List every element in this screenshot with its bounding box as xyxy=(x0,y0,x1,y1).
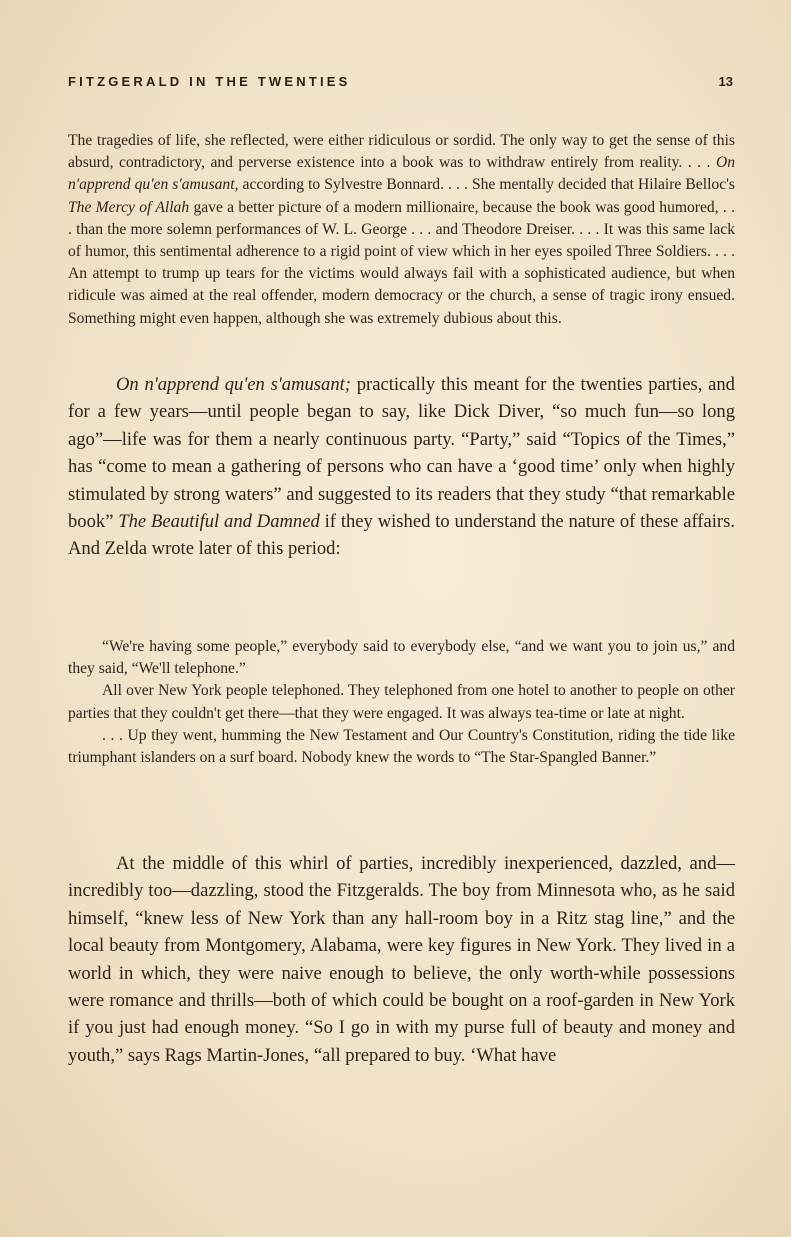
paragraph-2-text-a: practically this meant for the twenties parties, and for a few years—until people began to say, like Dick Diver, “so much fun—so long ago”—life was for them a nearly continuous party. “Party,” said “Topics of the Times,” has “come to mean a gathering of persons who can have a ‘good time’ only when highly stimulated by strong waters” and suggested to its readers that they study “that remarkable book” xyxy=(68,374,735,533)
running-head xyxy=(68,74,733,89)
paragraph-1-text-a: The tragedies of life, she reflected, were either ridiculous or sordid. The only way to get the sense of this absurd, contradictory, and perverse existence into a book was to withdraw entirely from reality. . . . xyxy=(68,132,735,172)
quote-paragraph-1: “We're having some people,” everybody said to everybody else, “and we want you to join us,” and they said, “We'll telephone.” xyxy=(68,638,735,678)
paragraph-2-italic-a: On n'apprend qu'en s'amusant; xyxy=(116,374,351,395)
paragraph-2 xyxy=(68,371,735,563)
paragraph-1 xyxy=(68,130,735,330)
page-number: 13 xyxy=(718,74,733,89)
paragraph-1-text-b: according to Sylvestre Bonnard. . . . She mentally decided that Hilaire Belloc's xyxy=(238,176,735,194)
paragraph-2-text-b: if they wished to understand the nature of these affairs. And Zelda wrote later of this period: xyxy=(68,511,735,560)
running-head-title: FITZGERALD IN THE TWENTIES xyxy=(68,74,351,89)
paragraph-1-italic-a: On n'apprend qu'en s'amusant, xyxy=(68,154,735,194)
paragraph-1-italic-b: The Mercy of Allah xyxy=(68,198,190,216)
block-quote xyxy=(68,636,735,769)
paragraph-2-italic-b: The Beautiful and Damned xyxy=(118,511,320,533)
quote-paragraph-2: All over New York people telephoned. They telephoned from one hotel to another to people on other parties that they couldn't get there—that they were engaged. It was always tea-time or late at night. xyxy=(68,682,735,722)
paragraph-1-text-c: gave a better picture of a modern millionaire, because the book was good humored, . . . than the more solemn performances of W. L. George . . . and Theodore Dreiser. . . . It was this same lack of humor, this sentimental adherence to a rigid point of view which in her eyes spoiled Three Soldiers. . . . An attempt to trump up tears for the victims would always fail with a sophisticated audience, but when ridicule was aimed at the real offender, modern democracy or the church, a sense of tragic irony ensued. Something might even happen, although she was extremely dubious about this. xyxy=(68,198,735,327)
paragraph-3 xyxy=(68,850,735,1069)
paragraph-3-text: At the middle of this whirl of parties, incredibly inexperienced, dazzled, and—incredibly too—dazzling, stood the Fitzgeralds. The boy from Minnesota who, as he said himself, “knew less of New York than any hall-room boy in a Ritz stag line,” and the local beauty from Montgomery, Alabama, were key figures in New York. They lived in a world in which, they were naive enough to believe, the only worth-while possessions were romance and thrills—both of which could be bought on a roof-garden in New York if you just had enough money. “So I go in with my purse full of beauty and money and youth,” says Rags Martin-Jones, “all prepared to buy. ‘What have xyxy=(68,853,735,1066)
quote-paragraph-3: . . . Up they went, humming the New Testament and Our Country's Constitution, riding the tide like triumphant islanders on a surf board. Nobody knew the words to “The Star-Spangled Banner.” xyxy=(68,726,735,767)
